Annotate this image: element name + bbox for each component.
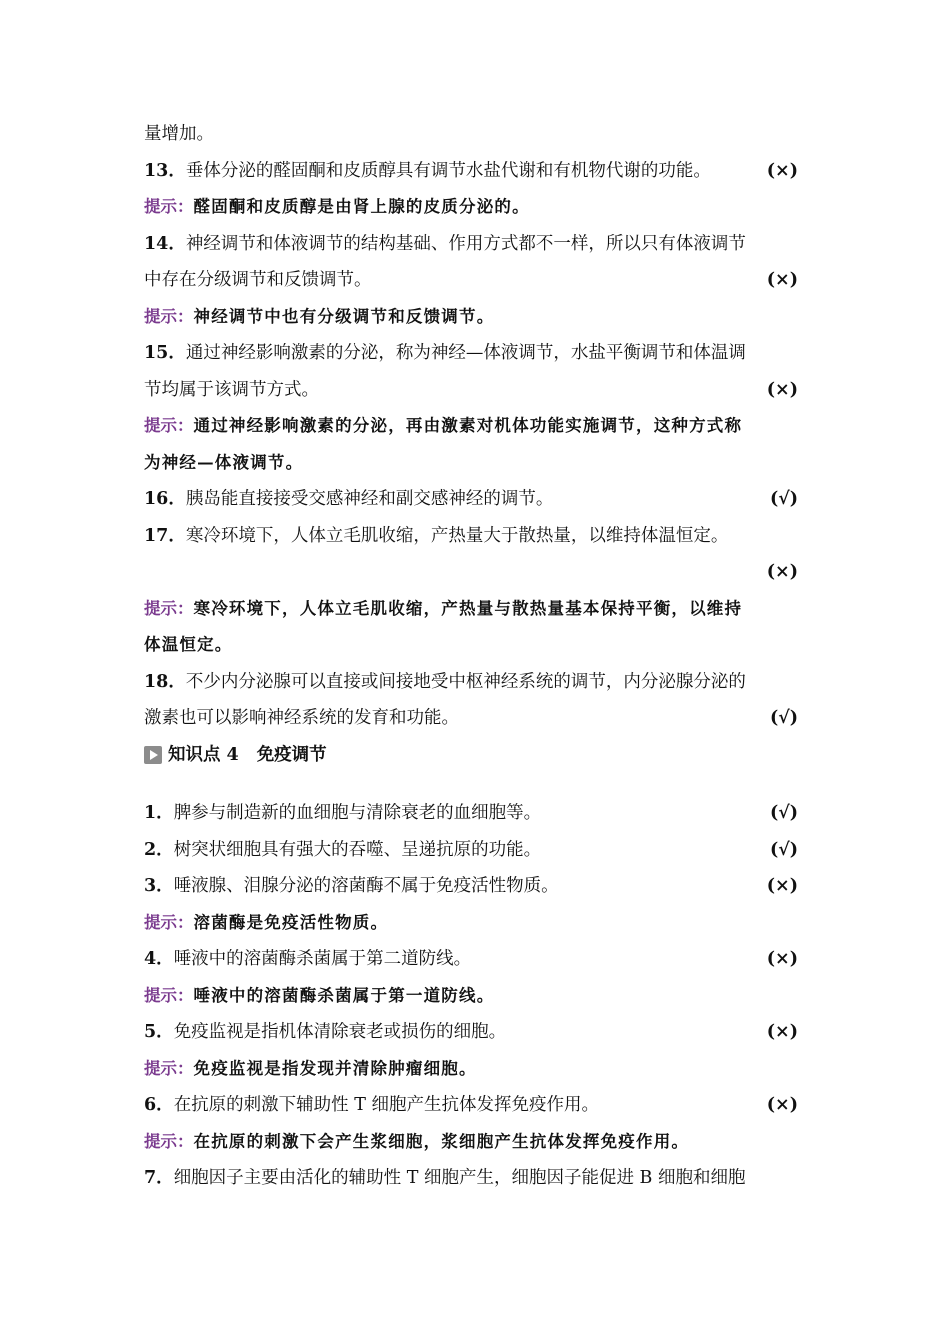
hint-text: 神经调节中也有分级调节和反馈调节。 [193, 306, 495, 326]
question-text: 脾参与制造新的血细胞与清除衰老的血细胞等。 [173, 803, 542, 823]
hint-label: 提示： [144, 985, 194, 1005]
question-number: 1． [144, 803, 174, 823]
hint-label: 提示： [144, 197, 194, 216]
answer-mark: (×) [766, 160, 798, 181]
hint-label: 提示： [144, 1131, 194, 1151]
hint-text: 溶菌酶是免疫活性物质。 [193, 912, 389, 932]
hint-line [144, 591, 808, 628]
hint-label: 提示： [144, 598, 194, 618]
document-page [144, 116, 808, 1197]
answer-mark: (×) [766, 1095, 798, 1115]
question-text: 免疫监视是指机体清除衰老或损伤的细胞。 [173, 1022, 507, 1042]
hint-continuation [144, 627, 808, 664]
hint-continuation [144, 445, 808, 482]
heading-title: 免疫调节 [256, 744, 327, 765]
question-text: 树突状细胞具有强大的吞噬、呈递抗原的功能。 [173, 839, 542, 860]
question-text: 神经调节和体液调节的结构基础、作用方式都不一样，所以只有体液调节 [185, 233, 746, 254]
answer-mark: (√) [769, 708, 798, 728]
question-text: 胰岛能直接接受交感神经和副交感神经的调节。 [185, 489, 554, 509]
answer-mark: (×) [766, 949, 798, 969]
question-text: 通过神经影响激素的分泌，称为神经—体液调节，水盐平衡调节和体温调 [185, 343, 746, 363]
question-item [144, 832, 808, 869]
question-item [144, 795, 808, 832]
question-number: 14． [144, 233, 186, 254]
hint-label: 提示： [144, 416, 194, 435]
question-text: 激素也可以影响神经系统的发育和功能。 [144, 708, 459, 728]
question-number: 5． [144, 1022, 174, 1042]
question-item [144, 941, 808, 978]
question-text: 唾液腺、泪腺分泌的溶菌酶不属于免疫活性物质。 [173, 876, 559, 896]
answer-mark: (√) [769, 839, 798, 860]
hint-line [144, 408, 808, 445]
hint-line [144, 189, 808, 226]
answer-mark: (√) [769, 803, 798, 823]
question-item [144, 1087, 808, 1124]
section-immune-regulation [144, 795, 808, 1197]
question-number: 17． [144, 525, 186, 546]
question-continuation [144, 262, 808, 299]
question-number: 3． [144, 876, 174, 896]
question-item [144, 664, 808, 701]
hint-label: 提示： [144, 1058, 194, 1078]
question-text: 节均属于该调节方式。 [144, 379, 319, 400]
answer-mark: (×) [766, 562, 798, 582]
section-heading [144, 737, 808, 774]
question-item [144, 1014, 808, 1051]
question-item [144, 481, 808, 518]
heading-label: 知识点 [168, 744, 221, 765]
question-number: 18． [144, 671, 186, 692]
question-text: 不少内分泌腺可以直接或间接地受中枢神经系统的调节，内分泌腺分泌的 [185, 671, 746, 692]
hint-line [144, 978, 808, 1015]
question-item [144, 1160, 808, 1197]
question-continuation [144, 554, 808, 591]
question-text: 中存在分级调节和反馈调节。 [144, 270, 372, 290]
answer-mark: (×) [766, 379, 798, 400]
question-number: 13． [144, 160, 186, 181]
question-text: 垂体分泌的醛固酮和皮质醇具有调节水盐代谢和有机物代谢的功能。 [185, 160, 711, 181]
question-item [144, 335, 808, 372]
answer-mark: (×) [766, 270, 798, 290]
section-neuro-humoral [144, 116, 808, 737]
hint-text: 唾液中的溶菌酶杀菌属于第一道防线。 [193, 985, 495, 1005]
question-continuation [144, 116, 808, 153]
hint-line [144, 905, 808, 942]
play-icon [144, 746, 162, 764]
hint-text: 在抗原的刺激下会产生浆细胞，浆细胞产生抗体发挥免疫作用。 [193, 1131, 690, 1151]
hint-text: 免疫监视是指发现并清除肿瘤细胞。 [193, 1058, 477, 1078]
question-number: 16． [144, 489, 186, 509]
question-number: 6． [144, 1095, 174, 1115]
hint-text: 为神经—体液调节。 [144, 452, 304, 472]
hint-line [144, 1051, 808, 1088]
question-item [144, 868, 808, 905]
hint-label: 提示： [144, 306, 194, 326]
question-text: 细胞因子主要由活化的辅助性 T 细胞产生，细胞因子能促进 B 细胞和细胞 [173, 1168, 746, 1188]
hint-text: 醛固酮和皮质醇是由肾上腺的皮质分泌的。 [193, 197, 530, 216]
question-item [144, 226, 808, 263]
hint-text: 寒冷环境下，人体立毛肌收缩，产热量与散热量基本保持平衡，以维持 [193, 598, 743, 618]
question-number: 2． [144, 839, 174, 860]
question-item [144, 518, 808, 555]
question-continuation [144, 700, 808, 737]
question-text: 在抗原的刺激下辅助性 T 细胞产生抗体发挥免疫作用。 [173, 1095, 599, 1115]
hint-text: 体温恒定。 [144, 635, 233, 654]
question-text: 量增加。 [144, 124, 214, 144]
question-number: 4． [144, 949, 174, 969]
question-text: 唾液中的溶菌酶杀菌属于第二道防线。 [173, 949, 472, 969]
answer-mark: (√) [769, 489, 798, 509]
hint-line [144, 299, 808, 336]
hint-text: 通过神经影响激素的分泌，再由激素对机体功能实施调节，这种方式称 [193, 416, 743, 435]
question-text: 寒冷环境下，人体立毛肌收缩，产热量大于散热量，以维持体温恒定。 [185, 525, 729, 546]
hint-label: 提示： [144, 912, 194, 932]
answer-mark: (×) [766, 1022, 798, 1042]
question-number: 15． [144, 343, 186, 363]
heading-number: 4 [226, 744, 239, 765]
answer-mark: (×) [766, 876, 798, 896]
question-continuation [144, 372, 808, 409]
hint-line [144, 1124, 808, 1161]
question-item [144, 153, 808, 190]
question-number: 7． [144, 1168, 174, 1188]
